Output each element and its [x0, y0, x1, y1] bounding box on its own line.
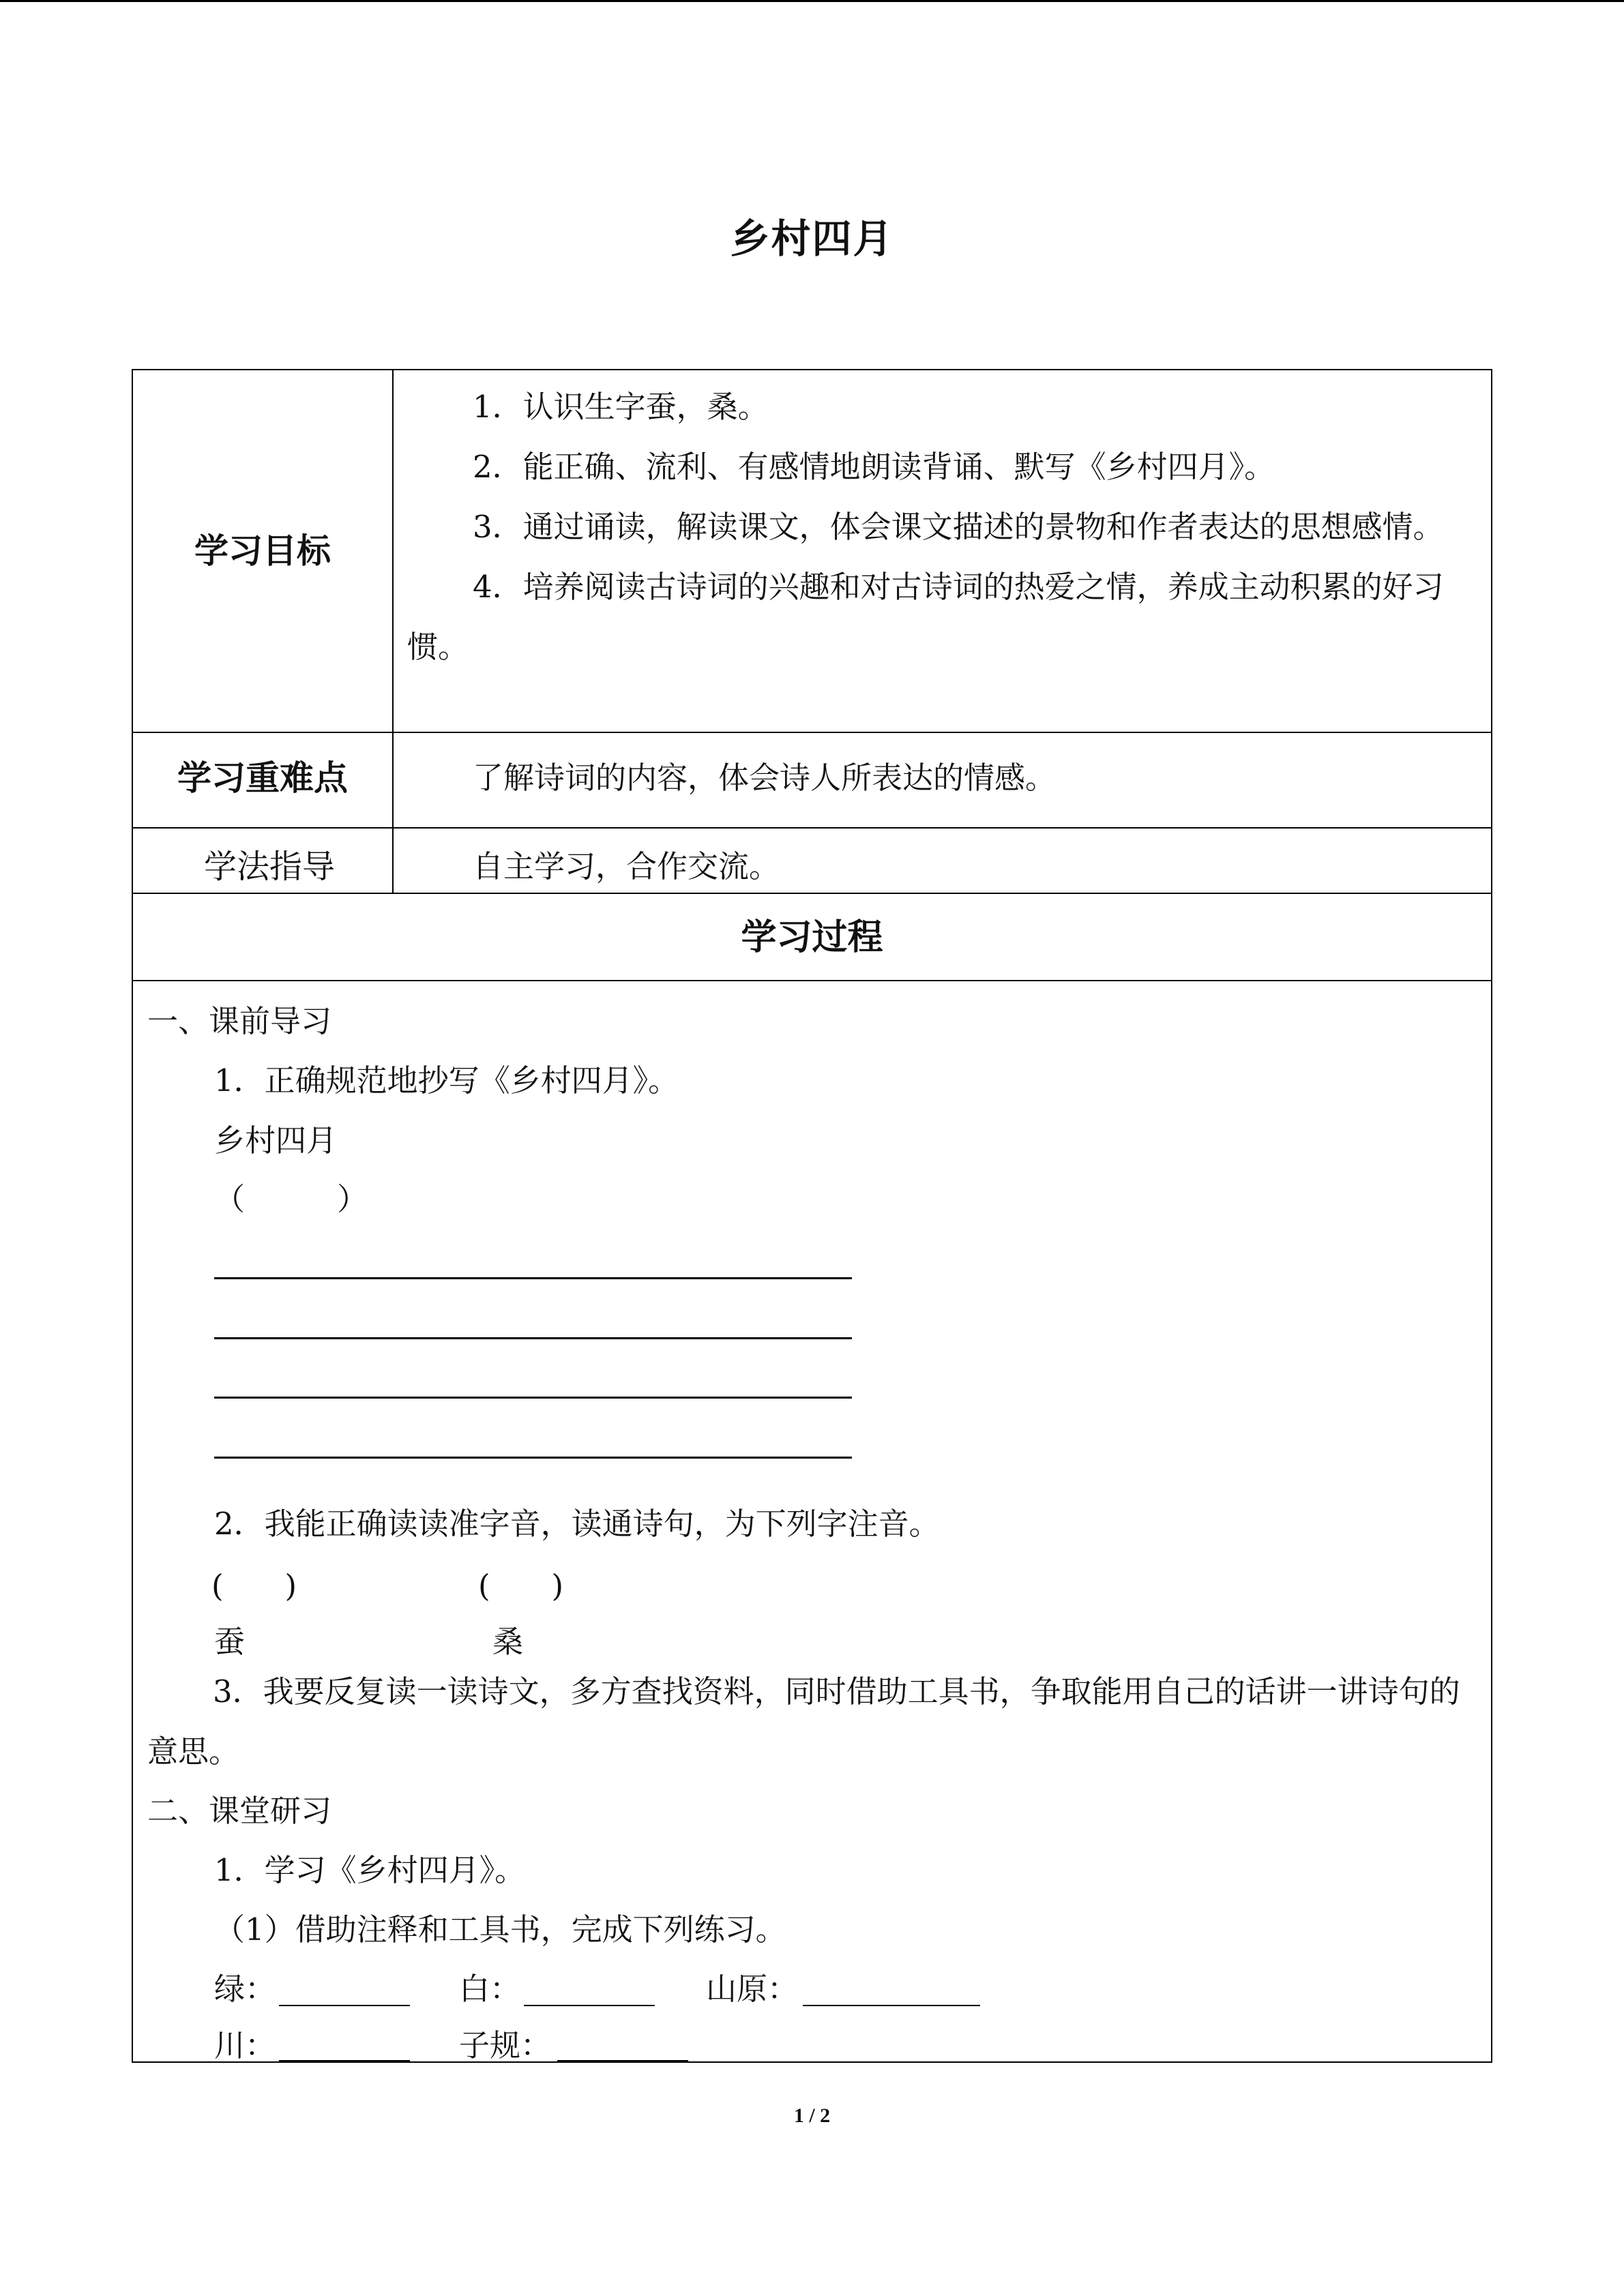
term-bai-blank[interactable]	[524, 2005, 655, 2006]
term-shanyuan: 山原：	[706, 1971, 799, 2007]
page-title: 乡村四月	[730, 215, 894, 262]
worksheet-table	[132, 369, 1492, 2063]
term-chuan-blank[interactable]	[279, 2060, 410, 2061]
method-value: 自主学习，合作交流。	[473, 848, 780, 884]
objectives-list	[407, 377, 1478, 677]
row-divider	[133, 893, 1491, 894]
row-divider	[133, 827, 1491, 829]
term-shanyuan-blank[interactable]	[803, 2005, 980, 2006]
copy-line[interactable]	[214, 1277, 852, 1279]
copy-line[interactable]	[214, 1337, 852, 1339]
key-points-label: 学习重难点	[177, 758, 348, 798]
term-lv: 绿：	[214, 1971, 276, 2007]
objective-item: 1．认识生字蚕，桑。	[473, 389, 769, 425]
poem-title: 乡村四月	[214, 1122, 338, 1159]
method-text	[407, 846, 1478, 887]
row-divider	[133, 980, 1491, 981]
pinyin-blank-2[interactable]: ( )	[478, 1568, 564, 1604]
copy-line[interactable]	[214, 1397, 852, 1399]
author-blank: （ ）	[214, 1181, 368, 1217]
copy-line[interactable]	[214, 1457, 852, 1459]
objectives-label: 学习目标	[194, 531, 331, 571]
part1-q3	[147, 1662, 1477, 1782]
key-points-value: 了解诗词的内容，体会诗人所表达的情感。	[473, 760, 1057, 796]
part1-q2: 2．我能正确读读准字音，读通诗句，为下列字注音。	[214, 1506, 940, 1542]
page-number: 1 / 2	[793, 2104, 831, 2127]
part1-q3-text: 3．我要反复读一读诗文，多方查找资料，同时借助工具书，争取能用自己的话讲一讲诗句的意思。	[147, 1673, 1460, 1770]
term-zigui-blank[interactable]	[557, 2060, 688, 2061]
row-divider	[133, 732, 1491, 733]
part2-q1: 1．学习《乡村四月》。	[214, 1852, 526, 1888]
char-can: 蚕	[214, 1624, 246, 1660]
term-chuan: 川：	[214, 2027, 276, 2063]
part2-sub1: （1）借助注释和工具书，完成下列练习。	[214, 1911, 786, 1948]
method-label: 学法指导	[203, 848, 335, 886]
key-points-text	[407, 758, 1478, 799]
term-zigui: 子规：	[459, 2027, 552, 2063]
char-sang: 桑	[492, 1624, 524, 1660]
objective-item: 4．培养阅读古诗词的兴趣和对古诗词的热爱之情，养成主动积累的好习惯。	[407, 569, 1444, 665]
process-heading: 学习过程	[741, 917, 883, 958]
part1-title: 一、课前导习	[147, 1003, 332, 1039]
term-lv-blank[interactable]	[279, 2005, 410, 2006]
top-border	[0, 0, 1624, 2]
objective-item: 3．通过诵读，解读课文，体会课文描述的景物和作者表达的思想感情。	[473, 509, 1444, 545]
pinyin-blank-1[interactable]: ( )	[211, 1568, 297, 1604]
objective-item: 2．能正确、流利、有感情地朗读背诵、默写《乡村四月》。	[473, 449, 1275, 485]
part1-q1: 1．正确规范地抄写《乡村四月》。	[214, 1062, 679, 1099]
term-bai: 白：	[459, 1971, 521, 2007]
column-divider	[392, 370, 394, 893]
part2-title: 二、课堂研习	[147, 1793, 332, 1829]
